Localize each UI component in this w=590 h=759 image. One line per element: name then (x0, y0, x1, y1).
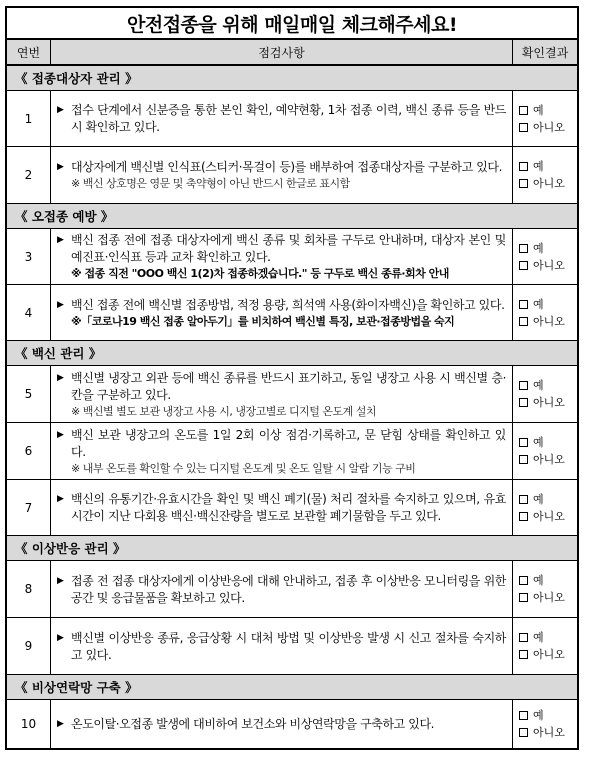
row-item (51, 423, 513, 479)
row-note: ※ 접종 직전 "OOO 백신 1(2)차 접종하겠습니다." 등 구두로 백신 종류·회차 안내 (71, 267, 449, 280)
table-row (7, 229, 577, 285)
option-no[interactable] (519, 724, 577, 741)
check-options (513, 91, 577, 146)
header-item: 점검사항 (51, 40, 513, 64)
check-options (513, 561, 577, 617)
option-no-label: 아니오 (533, 453, 565, 466)
section-header: 《 백신 관리 》 (7, 341, 577, 366)
check-options (513, 147, 577, 203)
row-number: 5 (7, 366, 51, 422)
option-no-label: 아니오 (533, 648, 565, 661)
option-no[interactable] (519, 508, 577, 525)
option-no-label: 아니오 (533, 177, 565, 190)
section-header: 《 접종대상자 관리 》 (7, 66, 577, 91)
option-no-label: 아니오 (533, 314, 565, 328)
table-row (7, 561, 577, 618)
row-number: 8 (7, 561, 51, 617)
option-no-label: 아니오 (533, 726, 565, 739)
triangle-bullet-icon: ▶ (57, 719, 64, 729)
option-yes[interactable] (519, 491, 577, 508)
row-note: ※ 내부 온도를 확인할 수 있는 디지털 온도계 및 온도 일탈 시 알람 기능 구비 (71, 461, 416, 475)
row-item (51, 700, 513, 748)
option-yes-label: 예 (533, 631, 544, 644)
option-yes-label: 예 (533, 103, 544, 117)
row-item (51, 561, 513, 617)
row-text: 온도이탈·오접종 발생에 대비하여 보건소와 비상연락망을 구축하고 있다. (71, 717, 435, 731)
checkbox-no[interactable] (519, 398, 528, 407)
table-row (7, 700, 577, 748)
row-note: ※「코로나19 백신 접종 알아두기」를 비치하여 백신별 특징, 보관·접종방법을 숙지 (71, 314, 455, 328)
option-yes-label: 예 (533, 436, 544, 449)
row-number: 3 (7, 229, 51, 284)
checkbox-no[interactable] (519, 650, 528, 659)
header-check: 확인결과 (521, 45, 569, 60)
row-item (51, 366, 513, 422)
section-header: 《 오접종 예방 》 (7, 204, 577, 229)
checkbox-no[interactable] (519, 728, 528, 737)
option-no-label: 아니오 (533, 509, 565, 523)
option-no-label: 아니오 (533, 591, 565, 604)
row-note: ※ 백신별 별도 보관 냉장고 사용 시, 냉장고별로 디지털 온도계 설치 (71, 404, 376, 418)
row-note: ※ 백신 상호명은 영문 및 축약형이 아닌 반드시 한글로 표시함 (71, 177, 350, 190)
row-item (51, 91, 513, 146)
row-item (51, 480, 513, 535)
checkbox-no[interactable] (519, 123, 528, 132)
option-no[interactable] (519, 394, 577, 411)
option-yes[interactable] (519, 240, 577, 257)
row-item (51, 229, 513, 284)
table-header (7, 40, 577, 66)
check-options (513, 480, 577, 535)
option-yes-label: 예 (533, 160, 544, 173)
triangle-bullet-icon: ▶ (57, 105, 64, 115)
checkbox-no[interactable] (519, 455, 528, 464)
row-item (51, 285, 513, 340)
table-row (7, 423, 577, 480)
option-yes[interactable] (519, 707, 577, 724)
checkbox-yes[interactable] (519, 711, 528, 720)
option-no[interactable] (519, 589, 577, 606)
row-number: 10 (7, 700, 51, 748)
checkbox-yes[interactable] (519, 300, 528, 309)
option-yes[interactable] (519, 572, 577, 589)
row-item (51, 147, 513, 203)
option-yes-label: 예 (533, 241, 544, 255)
triangle-bullet-icon: ▶ (57, 299, 64, 310)
table-row (7, 91, 577, 147)
checklist-table (5, 6, 579, 750)
row-number: 4 (7, 285, 51, 340)
check-options (513, 618, 577, 674)
checkbox-yes[interactable] (519, 576, 528, 585)
option-no-label: 아니오 (533, 120, 565, 134)
triangle-bullet-icon: ▶ (57, 429, 64, 440)
triangle-bullet-icon: ▶ (57, 372, 64, 383)
table-row (7, 285, 577, 341)
option-yes[interactable] (519, 102, 577, 119)
check-options (513, 423, 577, 479)
option-yes[interactable] (519, 296, 577, 313)
option-no[interactable] (519, 257, 577, 274)
checkbox-yes[interactable] (519, 106, 528, 115)
table-body (7, 66, 577, 748)
table-row (7, 618, 577, 675)
check-options (513, 366, 577, 422)
option-yes-label: 예 (533, 297, 544, 311)
option-yes-label: 예 (533, 492, 544, 506)
option-no[interactable] (519, 646, 577, 663)
row-text: 백신별 이상반응 종류, 응급상황 시 대처 방법 및 이상반응 발생 시 신고 절차를 숙지하고 있다. (71, 630, 506, 662)
section-header: 《 이상반응 관리 》 (7, 536, 577, 561)
option-yes-label: 예 (533, 709, 544, 722)
row-text: 백신의 유통기간·유효시간을 확인 및 백신 폐기(물) 처리 절차를 숙지하고 있으며, 유효시간이 지난 다회용 백신·백신잔량을 별도로 보관할 폐기물함을 두고 있다. (71, 492, 506, 523)
checkbox-yes[interactable] (519, 438, 528, 447)
option-yes[interactable] (519, 377, 577, 394)
checkbox-no[interactable] (519, 179, 528, 188)
triangle-bullet-icon: ▶ (57, 575, 64, 586)
row-number: 7 (7, 480, 51, 535)
option-yes[interactable] (519, 158, 577, 175)
checkbox-no[interactable] (519, 317, 528, 326)
row-number: 1 (7, 91, 51, 146)
row-number: 6 (7, 423, 51, 479)
option-yes-label: 예 (533, 379, 544, 392)
triangle-bullet-icon: ▶ (57, 632, 64, 643)
triangle-bullet-icon: ▶ (57, 494, 64, 504)
row-number: 9 (7, 618, 51, 674)
triangle-bullet-icon: ▶ (57, 235, 64, 245)
option-no-label: 아니오 (533, 258, 565, 272)
row-text: 대상자에게 백신별 인식표(스티커·목걸이 등)를 배부하여 접종대상자를 구분하고 있다. (71, 160, 503, 174)
checkbox-yes[interactable] (519, 633, 528, 642)
check-options (513, 229, 577, 284)
check-options (513, 700, 577, 748)
row-text: 접수 단계에서 신분증을 통한 본인 확인, 예약현황, 1차 접종 이력, 백신 종류 등을 반드시 확인하고 있다. (71, 103, 506, 134)
row-text: 백신 보관 냉장고의 온도를 1일 2회 이상 점검·기록하고, 문 닫힘 상태를 확인하고 있다. (71, 427, 506, 459)
triangle-bullet-icon: ▶ (57, 162, 64, 172)
checkbox-yes[interactable] (519, 244, 528, 253)
option-yes[interactable] (519, 629, 577, 646)
table-row (7, 480, 577, 536)
checkbox-yes[interactable] (519, 162, 528, 171)
row-text: 백신 접종 전에 접종 대상자에게 백신 종류 및 회차를 구두로 안내하며, 대상자 본인 및 예진표·인식표 등과 교차 확인하고 있다. (71, 233, 506, 264)
row-number: 2 (7, 147, 51, 203)
section-header: 《 비상연락망 구축 》 (7, 675, 577, 700)
header-no: 연번 (7, 40, 51, 64)
row-item (51, 618, 513, 674)
row-text: 접종 전 접종 대상자에게 이상반응에 대해 안내하고, 접종 후 이상반응 모니터링을 위한 공간 및 응급물품을 확보하고 있다. (71, 573, 506, 605)
row-text: 백신별 냉장고 외관 등에 백신 종류를 반드시 표기하고, 동일 냉장고 사용 시 백신별 층·칸을 구분하고 있다. (71, 370, 506, 402)
table-row (7, 147, 577, 204)
option-yes[interactable] (519, 434, 577, 451)
checkbox-no[interactable] (519, 512, 528, 521)
row-text: 백신 접종 전에 백신별 접종방법, 적정 용량, 희석액 사용(화이자백신)을 확인하고 있다. (71, 297, 505, 312)
option-no[interactable] (519, 313, 577, 330)
option-no[interactable] (519, 175, 577, 192)
table-row (7, 366, 577, 423)
checkbox-yes[interactable] (519, 381, 528, 390)
checkbox-yes[interactable] (519, 495, 528, 504)
option-no-label: 아니오 (533, 396, 565, 409)
option-yes-label: 예 (533, 574, 544, 587)
checkbox-no[interactable] (519, 593, 528, 602)
option-no[interactable] (519, 451, 577, 468)
checkbox-no[interactable] (519, 261, 528, 270)
page-title: 안전접종을 위해 매일매일 체크해주세요! (7, 8, 577, 40)
option-no[interactable] (519, 119, 577, 136)
check-options (513, 285, 577, 340)
